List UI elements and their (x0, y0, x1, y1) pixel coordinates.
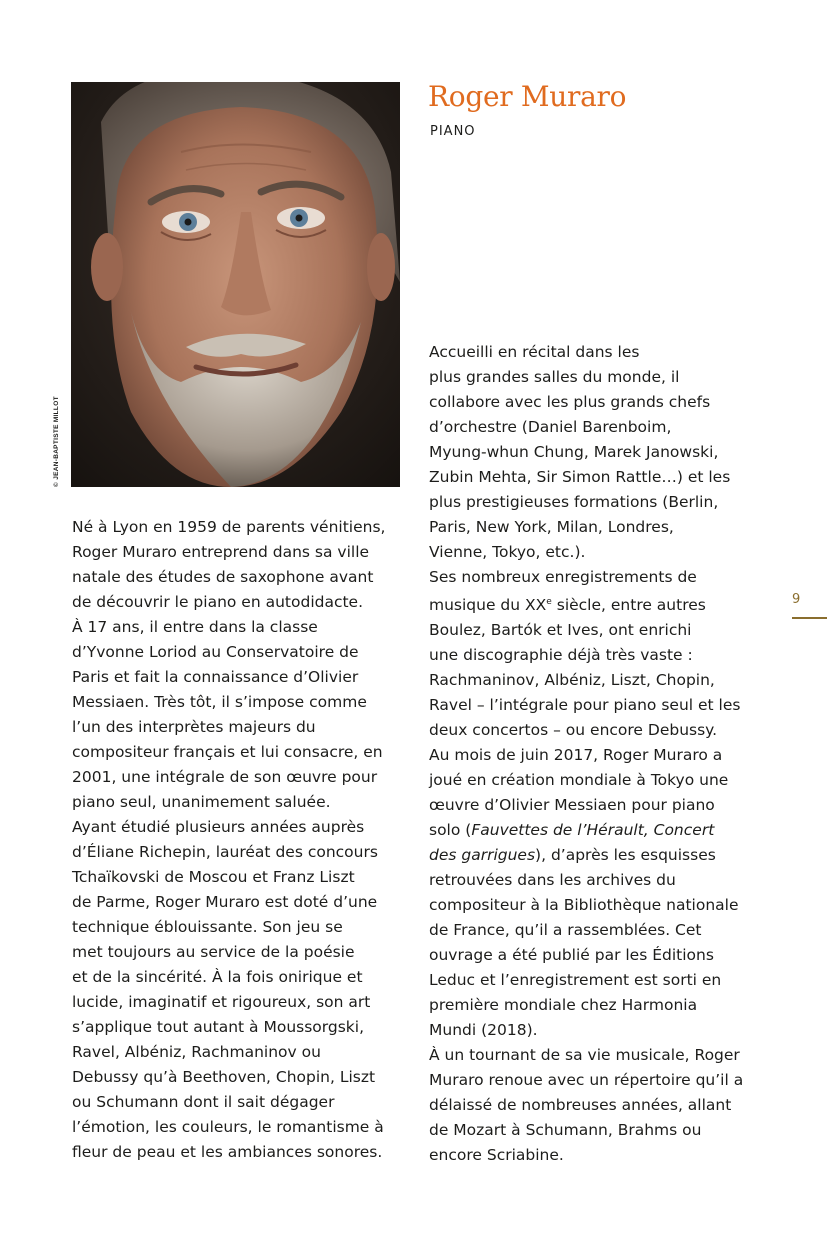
portrait-icon (71, 82, 400, 487)
text-line: Tchaïkovski de Moscou et Franz Liszt (72, 868, 355, 886)
text-line: À un tournant de sa vie musicale, Roger (429, 1046, 740, 1065)
text-line: Au mois de juin 2017, Roger Muraro a (429, 746, 723, 765)
text-fragment: siècle, entre autres (551, 596, 706, 615)
text-line: et de la sincérité. À la fois onirique et (72, 968, 363, 986)
text-line: Mundi (2018). (429, 1021, 538, 1040)
text-line: piano seul, unanimement saluée. (72, 793, 331, 811)
text-line: de Parme, Roger Muraro est doté d’une (72, 893, 378, 911)
text-line: ou Schumann dont il sait dégager (72, 1093, 335, 1111)
text-line: Accueilli en récital dans les (429, 343, 640, 361)
text-fragment: solo ( (429, 821, 472, 840)
text-line: Vienne, Tokyo, etc.). (429, 543, 586, 561)
text-line: Ayant étudié plusieurs années auprès (72, 818, 365, 836)
text-line: Paris, New York, Milan, Londres, (429, 518, 674, 536)
text-fragment: ), d’après les esquisses (535, 846, 716, 865)
text-line: Né à Lyon en 1959 de parents vénitiens, (72, 518, 386, 536)
text-line: une discographie déjà très vaste : (429, 646, 693, 665)
text-line: deux concertos – ou encore Debussy. (429, 721, 718, 740)
text-line: encore Scriabine. (429, 1146, 564, 1165)
text-line: Muraro renoue avec un répertoire qu’il a (429, 1071, 744, 1090)
text-line: Roger Muraro entreprend dans sa ville (72, 543, 370, 561)
portrait-photo (71, 82, 400, 487)
text-line: de Mozart à Schumann, Brahms ou (429, 1121, 702, 1140)
text-line: compositeur français et lui consacre, en (72, 743, 383, 761)
text-line (429, 818, 764, 843)
photo-credit (53, 396, 63, 497)
text-line: Ravel – l’intégrale pour piano seul et les (429, 696, 741, 715)
text-line: œuvre d’Olivier Messiaen pour piano (429, 796, 715, 815)
text-line: Zubin Mehta, Sir Simon Rattle…) et les (429, 468, 731, 486)
text-line: d’orchestre (Daniel Barenboim, (429, 418, 672, 436)
text-line: plus prestigieuses formations (Berlin, (429, 493, 719, 511)
text-fragment: musique du XX (429, 596, 547, 615)
text-line: s’applique tout autant à Moussorgski, (72, 1018, 364, 1036)
work-title: Fauvettes de l’Hérault, Concert (471, 821, 715, 840)
text-line: ouvrage a été publié par les Éditions (429, 946, 714, 965)
text-line: Leduc et l’enregistrement est sorti en (429, 971, 722, 990)
text-line (429, 843, 764, 868)
text-line: retrouvées dans les archives du (429, 871, 676, 890)
text-line: Ses nombreux enregistrements de (429, 568, 697, 586)
text-line: plus grandes salles du monde, il (429, 368, 680, 386)
text-line: Paris et fait la connaissance d’Olivier (72, 668, 359, 686)
biography-right-column (429, 340, 764, 1168)
text-line: joué en création mondiale à Tokyo une (429, 771, 729, 790)
text-line: d’Yvonne Loriod au Conservatoire de (72, 643, 359, 661)
text-line: fleur de peau et les ambiances sonores. (72, 1143, 383, 1161)
text-line: de France, qu’il a rassemblées. Cet (429, 921, 702, 940)
superscript: e (546, 597, 552, 607)
text-line: Rachmaninov, Albéniz, Liszt, Chopin, (429, 671, 715, 690)
text-line: compositeur à la Bibliothèque nationale (429, 896, 739, 915)
page-number: 9 (792, 592, 801, 607)
text-line: Debussy qu’à Beethoven, Chopin, Liszt (72, 1068, 376, 1086)
text-line: Messiaen. Très tôt, il s’impose comme (72, 693, 367, 711)
text-line: Boulez, Bartók et Ives, ont enrichi (429, 621, 692, 640)
text-line: technique éblouissante. Son jeu se (72, 918, 343, 936)
text-line: lucide, imaginatif et rigoureux, son art (72, 993, 371, 1011)
text-line: Myung-whun Chung, Marek Janowski, (429, 443, 719, 461)
text-line: première mondiale chez Harmonia (429, 996, 698, 1015)
biography-left-column (72, 515, 407, 1165)
work-title: des garrigues (429, 846, 536, 865)
text-line (429, 590, 764, 618)
text-line: natale des études de saxophone avant (72, 568, 374, 586)
text-line: délaissé de nombreuses années, allant (429, 1096, 732, 1115)
text-line: l’émotion, les couleurs, le romantisme à (72, 1118, 384, 1136)
text-line: collabore avec les plus grands chefs (429, 393, 711, 411)
photo-credit-text: © JEAN-BAPTISTE MILLOT (53, 396, 60, 487)
text-line: 2001, une intégrale de son œuvre pour (72, 768, 378, 786)
text-line: À 17 ans, il entre dans la classe (72, 618, 318, 636)
text-line: Ravel, Albéniz, Rachmaninov ou (72, 1043, 321, 1061)
text-line: de découvrir le piano en autodidacte. (72, 593, 364, 611)
text-line: met toujours au service de la poésie (72, 943, 355, 961)
instrument-label: PIANO (430, 124, 476, 139)
page-number-rule (792, 617, 827, 619)
text-line: l’un des interprètes majeurs du (72, 718, 316, 736)
text-line: d’Éliane Richepin, lauréat des concours (72, 843, 378, 861)
page-title: Roger Muraro (428, 80, 627, 113)
